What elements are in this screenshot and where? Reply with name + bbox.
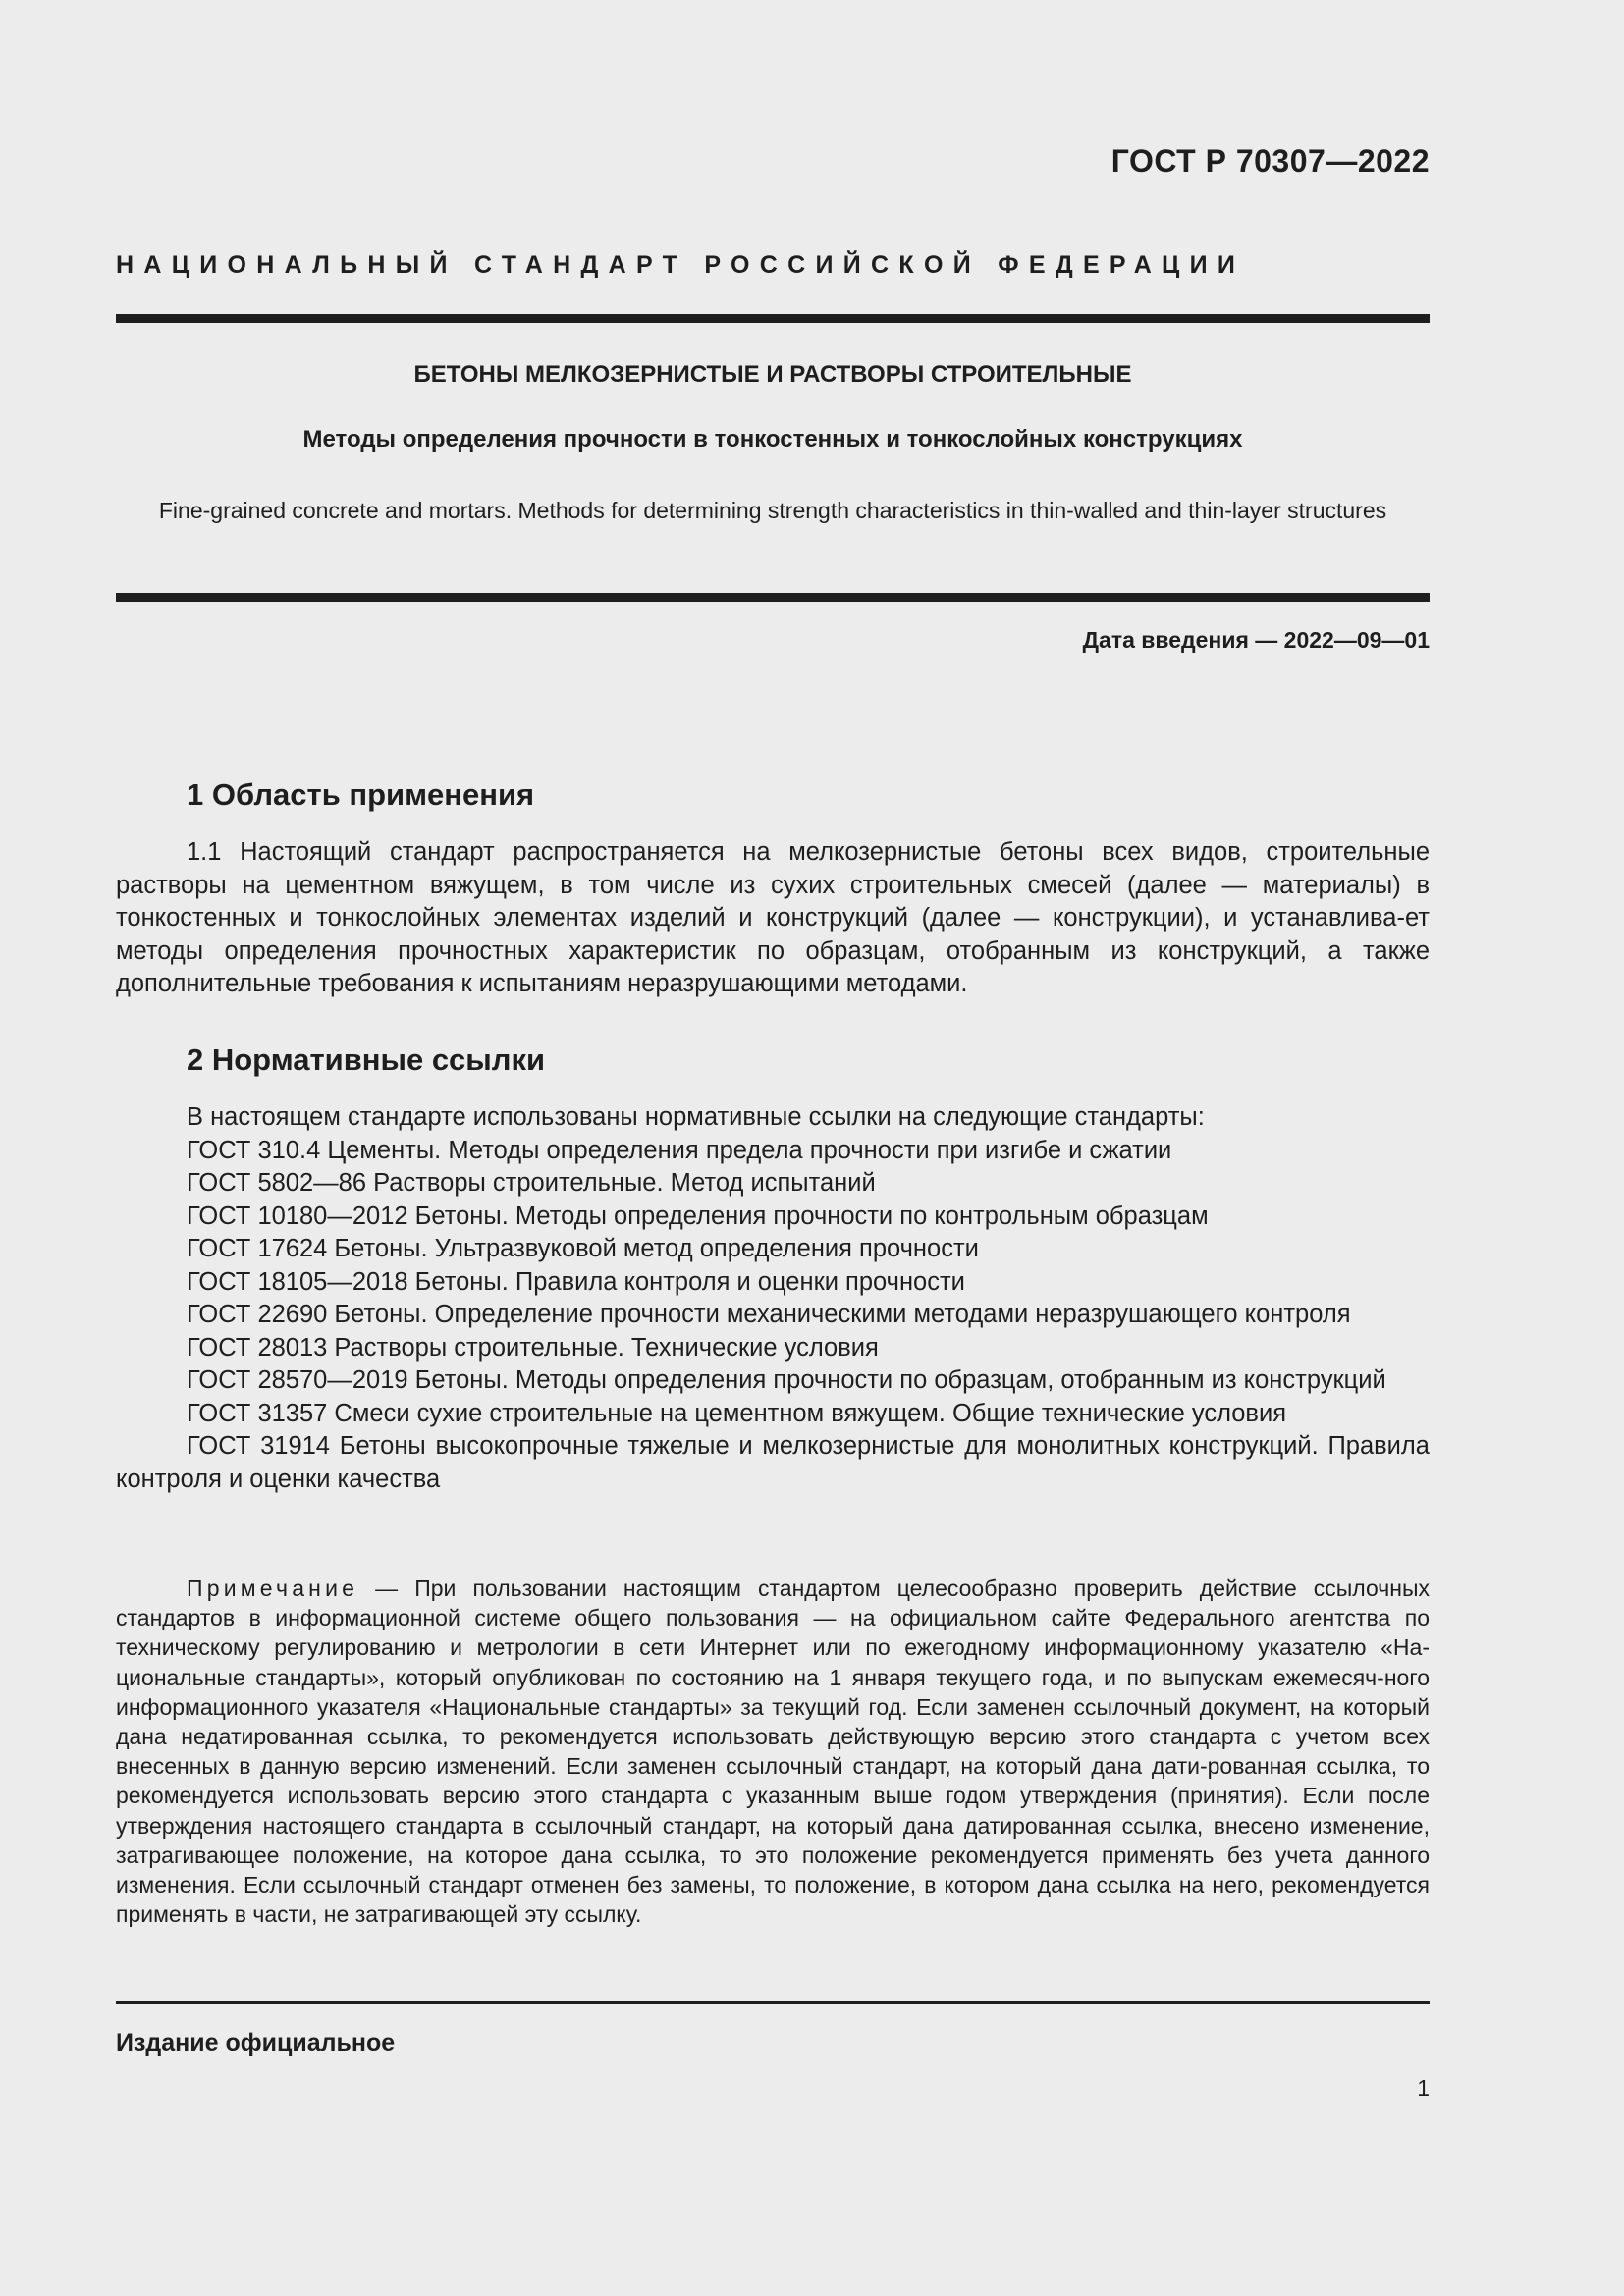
section-1-paragraph: 1.1 Настоящий стандарт распространяется на мелкозернистые бетоны всех видов, строительные растворы на цементном вяжущем, в том числе из сухих строительных смесей (далее — материалы) в тонкостенных и тонкослойных элементах изделий и конструкций (далее — конструкции), и устанавлива-ет методы определения прочностных характеристик по образцам, отобранным из конструкций, а также дополнительные требования к испытаниям неразрушающими методами. [116,838,1430,997]
page-number: 1 [1417,2075,1430,2101]
reference-item: ГОСТ 28570—2019 Бетоны. Методы определения прочности по образцам, отобранным из конструкций [187,1366,1386,1394]
normative-references-list [116,1101,1430,1496]
reference-item: ГОСТ 28013 Растворы строительные. Технические условия [187,1333,879,1362]
references-intro: В настоящем стандарте использованы нормативные ссылки на следующие стандарты: [187,1103,1205,1131]
section-1-heading: 1 Область применения [187,777,535,812]
reference-item: ГОСТ 31357 Смеси сухие строительные на цементном вяжущем. Общие технические условия [187,1399,1287,1427]
note-label: Примечание [187,1575,359,1601]
reference-item: ГОСТ 31914 Бетоны высокопрочные тяжелые и мелкозернистые для монолитных конструкций. Правила контроля и оценки качества [116,1432,1430,1493]
reference-item: ГОСТ 17624 Бетоны. Ультразвуковой метод определения прочности [187,1235,979,1262]
reference-item: ГОСТ 310.4 Цементы. Методы определения предела прочности при изгибе и сжатии [187,1136,1172,1164]
official-edition-label: Издание официальное [116,2029,396,2056]
top-divider [116,314,1430,323]
english-title: Fine-grained concrete and mortars. Methods for determining strength characteristics in thin-walled and thin-layer structures [158,498,1387,523]
reference-item: ГОСТ 10180—2012 Бетоны. Методы определения прочности по контрольным образцам [187,1201,1209,1230]
title-divider [116,593,1430,602]
document-title: БЕТОНЫ МЕЛКОЗЕРНИСТЫЕ И РАСТВОРЫ СТРОИТЕЛЬНЫЕ [413,361,1132,388]
document-id: ГОСТ Р 70307—2022 [1110,143,1430,179]
document-subtitle: Методы определения прочности в тонкостенных и тонкослойных конструкциях [302,426,1243,453]
introduction-date: Дата введения — 2022—09—01 [1082,627,1430,653]
reference-item: ГОСТ 22690 Бетоны. Определение прочности механическими методами неразрушающего контроля [187,1301,1351,1328]
national-standard-banner: НАЦИОНАЛЬНЫЙ СТАНДАРТ РОССИЙСКОЙ ФЕДЕРАЦИИ [116,251,1246,279]
section-2-heading: 2 Нормативные ссылки [187,1042,546,1077]
reference-item: ГОСТ 18105—2018 Бетоны. Правила контроля и оценки прочности [187,1267,965,1296]
reference-item: ГОСТ 5802—86 Растворы строительные. Метод испытаний [187,1169,876,1197]
footer-divider [116,2001,1430,2004]
note-paragraph [116,1574,1430,1929]
note-text: — При пользовании настоящим стандартом целесообразно проверить действие ссылочных стандартов в информационной системе общего пользования — на официальном сайте Федерального агентства по техническому регулированию и метрологии в сети Интернет или по ежегодному информационному указателю «На-циональные стандарты», который опубликован по состоянию на 1 января текущего года, и по выпускам ежемесяч-ного информационного указателя «Национальные стандарты» за текущий год. Если заменен ссылочный документ, на который дана недатированная ссылка, то рекомендуется использовать действующую версию этого стандарта с учетом всех внесенных в данную версию изменений. Если заменен ссылочный стандарт, на который дана дати-рованная ссылка, то рекомендуется использовать версию этого стандарта с указанным выше годом утверждения (принятия). Если после утверждения настоящего стандарта в ссылочный стандарт, на который дана датированная ссылка, внесено изменение, затрагивающее положение, на которое дана ссылка, то это положение рекомендуется применять без учета данного изменения. Если ссылочный стандарт отменен без замены, то положение, в котором дана ссылка на него, рекомендуется применять в части, не затрагивающей эту ссылку. [116,1575,1430,1928]
